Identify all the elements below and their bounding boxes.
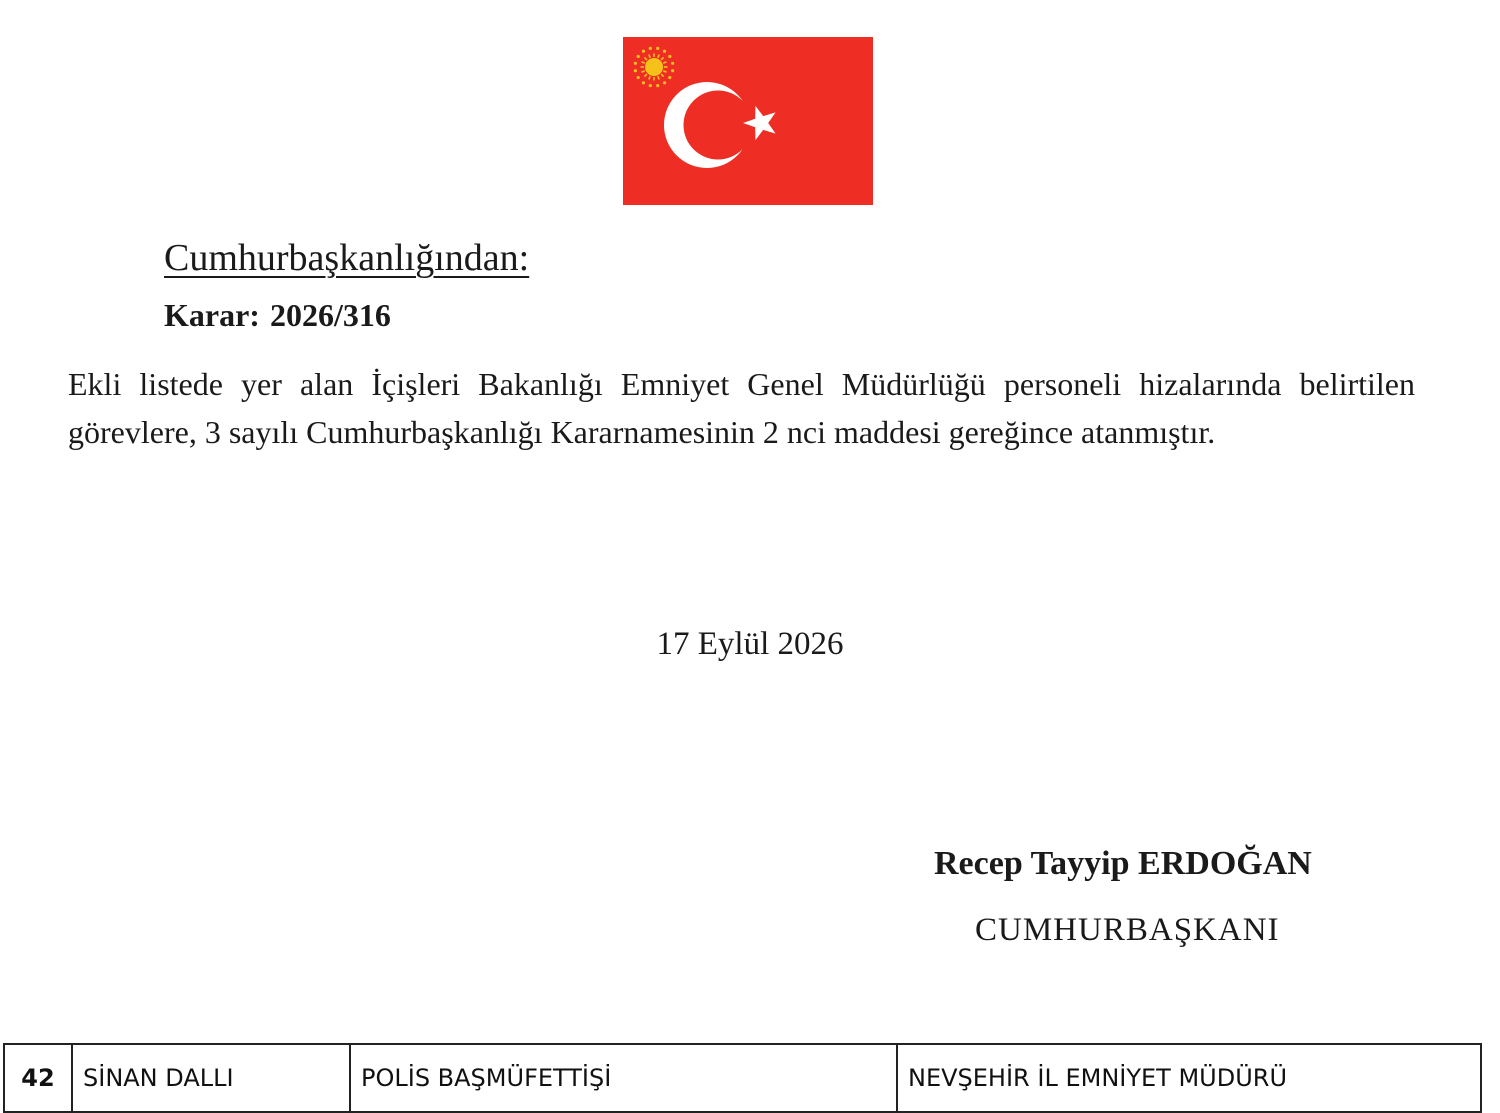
row-number: 42 <box>4 1044 72 1112</box>
decision-date: 17 Eylül 2026 <box>656 626 844 662</box>
new-post: NEVŞEHİR İL EMNİYET MÜDÜRÜ <box>897 1044 1481 1112</box>
appointee-table-body <box>4 1044 1481 1112</box>
signer-title: CUMHURBAŞKANI <box>975 912 1280 948</box>
decision-line <box>164 297 391 334</box>
decision-number: 2026/316 <box>269 297 391 333</box>
table-row <box>4 1044 1481 1112</box>
decision-label: Karar: <box>164 297 260 333</box>
issuer-heading: Cumhurbaşkanlığından: <box>164 237 530 279</box>
decision-body-text: Ekli listede yer alan İçişleri Bakanlığı Emniyet Genel Müdürlüğü personeli hizalarında belirtilen görevlere, 3 sayılı Cumhurbaşkanlığı Kararnamesinin 2 nci maddesi gereğince atanmıştır. <box>68 366 1415 450</box>
appointee-name: SİNAN DALLI <box>72 1044 350 1112</box>
crescent-inner <box>684 91 753 160</box>
signer-name: Recep Tayyip ERDOĞAN <box>934 845 1312 882</box>
current-title: POLİS BAŞMÜFETTİŞİ <box>350 1044 897 1112</box>
appointee-table <box>3 1043 1482 1113</box>
turkish-flag-icon <box>623 37 873 205</box>
turkish-flag-image <box>623 37 873 205</box>
